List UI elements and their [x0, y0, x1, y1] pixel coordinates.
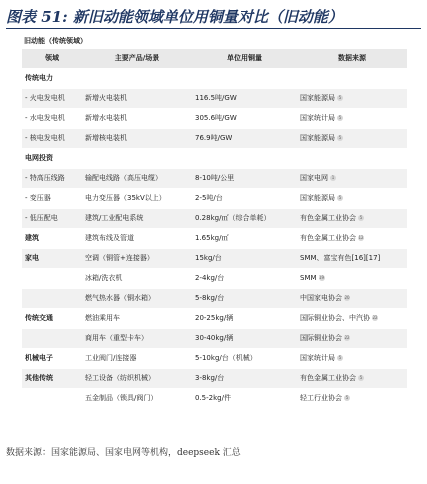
cell-usage: 5-8kg/台	[192, 289, 297, 309]
cell-product	[82, 69, 192, 89]
cell-usage: 1.65kg/㎡	[192, 229, 297, 249]
cell-usage	[192, 69, 297, 89]
cell-product: 商用车（重型卡车）	[82, 329, 192, 349]
table-row	[22, 69, 407, 89]
reference-badge: 5	[338, 95, 342, 100]
cell-usage: 15kg/台	[192, 249, 297, 269]
cell-usage: 2-4kg/台	[192, 269, 297, 289]
reference-badge: 19	[318, 275, 325, 280]
source-text: 轻工行业协会	[300, 394, 342, 402]
cell-usage	[192, 149, 297, 169]
column-header-source: 数据来源	[297, 49, 407, 69]
cell-product: 新增水电装机	[82, 109, 192, 129]
cell-source	[297, 109, 407, 129]
cell-source	[297, 189, 407, 209]
source-text: 国家能源局	[300, 94, 335, 102]
table-row	[22, 209, 407, 229]
cell-product: 空调（铜管+连接器）	[82, 249, 192, 269]
cell-field: 传统交通	[22, 309, 82, 329]
reference-badge: 5	[338, 355, 342, 360]
cell-field	[22, 329, 82, 349]
table-row	[22, 369, 407, 389]
cell-usage: 3-8kg/台	[192, 369, 297, 389]
cell-field: - 核电发电机	[22, 129, 82, 149]
cell-field: 电网投资	[22, 149, 82, 169]
table-row	[22, 189, 407, 209]
copy-usage-table	[22, 49, 407, 409]
reference-badge: 5	[359, 215, 363, 220]
source-text: SMM、富宝有色[16][17]	[300, 254, 381, 262]
table-row	[22, 229, 407, 249]
reference-badge: 5	[338, 115, 342, 120]
cell-product: 新增核电装机	[82, 129, 192, 149]
cell-usage: 2-5吨/台	[192, 189, 297, 209]
table-row	[22, 349, 407, 369]
cell-field: - 火电发电机	[22, 89, 82, 109]
reference-badge: 5	[338, 195, 342, 200]
cell-source	[297, 289, 407, 309]
figure-title: 图表 51: 新旧动能领域单位用铜量对比（旧动能）	[6, 8, 343, 26]
usage-table-panel	[22, 34, 407, 434]
cell-usage: 5-10kg/台（机械）	[192, 349, 297, 369]
cell-field: 传统电力	[22, 69, 82, 89]
source-text: 中国家电协会	[300, 294, 342, 302]
table-row	[22, 129, 407, 149]
cell-product: 建筑/工业配电系统	[82, 209, 192, 229]
source-text: 国家电网	[300, 174, 328, 182]
cell-product: 新增火电装机	[82, 89, 192, 109]
cell-source	[297, 129, 407, 149]
cell-field: - 变压器	[22, 189, 82, 209]
cell-source	[297, 309, 407, 329]
cell-usage: 76.9吨/GW	[192, 129, 297, 149]
source-text: 有色金属工业协会	[300, 214, 356, 222]
title-underline	[6, 28, 421, 29]
source-text: 国际铜业协会、中汽协	[300, 314, 370, 322]
cell-field: 家电	[22, 249, 82, 269]
source-text: SMM	[300, 274, 317, 282]
cell-usage: 30-40kg/辆	[192, 329, 297, 349]
cell-usage: 0.28kg/㎡（综合单耗）	[192, 209, 297, 229]
cell-product	[82, 149, 192, 169]
source-text: 有色金属工业协会	[300, 374, 356, 382]
data-source-note: 数据来源：国家能源局、国家电网等机构，deepseek 汇总	[6, 448, 241, 458]
cell-source	[297, 269, 407, 289]
table-row	[22, 109, 407, 129]
cell-source	[297, 169, 407, 189]
reference-badge: 5	[338, 135, 342, 140]
cell-source	[297, 229, 407, 249]
table-row	[22, 169, 407, 189]
cell-field	[22, 389, 82, 409]
cell-product: 电力变压器（35kV以上）	[82, 189, 192, 209]
cell-field: 机械电子	[22, 349, 82, 369]
cell-product: 冰箱/洗衣机	[82, 269, 192, 289]
table-row	[22, 289, 407, 309]
table-row	[22, 149, 407, 169]
source-text: 国家统计局	[300, 114, 335, 122]
cell-source	[297, 389, 407, 409]
cell-product: 工业阀门/连接器	[82, 349, 192, 369]
source-text: 有色金属工业协会	[300, 234, 356, 242]
column-header-field: 领域	[22, 49, 82, 69]
table-body	[22, 69, 407, 409]
source-text: 国家能源局	[300, 194, 335, 202]
cell-product: 轻工设备（纺织机械）	[82, 369, 192, 389]
cell-product: 燃油乘用车	[82, 309, 192, 329]
cell-product: 五金制品（锁具/阀门）	[82, 389, 192, 409]
cell-product: 输配电线路（高压电缆）	[82, 169, 192, 189]
cell-source	[297, 329, 407, 349]
column-header-usage: 单位用铜量	[192, 49, 297, 69]
cell-source	[297, 349, 407, 369]
source-text: 国际铜业协会	[300, 334, 342, 342]
reference-badge: 1	[331, 175, 335, 180]
cell-usage: 0.5-2kg/件	[192, 389, 297, 409]
cell-field: 建筑	[22, 229, 82, 249]
reference-badge: 5	[345, 395, 349, 400]
cell-field: 其他传统	[22, 369, 82, 389]
table-row	[22, 389, 407, 409]
cell-source	[297, 249, 407, 269]
table-row	[22, 89, 407, 109]
cell-usage: 8-10吨/公里	[192, 169, 297, 189]
table-row	[22, 249, 407, 269]
cell-usage: 305.6吨/GW	[192, 109, 297, 129]
table-row	[22, 329, 407, 349]
cell-source	[297, 69, 407, 89]
reference-badge: 22	[372, 315, 378, 320]
reference-badge: 12	[358, 235, 364, 240]
source-text: 国家统计局	[300, 354, 335, 362]
cell-source	[297, 209, 407, 229]
table-row	[22, 269, 407, 289]
reference-badge: 5	[359, 375, 363, 380]
table-caption: 旧动能（传统领域）	[24, 37, 87, 45]
cell-field	[22, 289, 82, 309]
reference-badge: 20	[344, 295, 350, 300]
column-header-product: 主要产品/场景	[82, 49, 192, 69]
cell-field: - 水电发电机	[22, 109, 82, 129]
cell-source	[297, 369, 407, 389]
cell-field	[22, 269, 82, 289]
cell-usage: 116.5吨/GW	[192, 89, 297, 109]
cell-product: 建筑布线及管道	[82, 229, 192, 249]
reference-badge: 22	[344, 335, 350, 340]
cell-field: - 低压配电	[22, 209, 82, 229]
table-header-row	[22, 49, 407, 69]
table-row	[22, 309, 407, 329]
cell-field: - 特高压线路	[22, 169, 82, 189]
cell-usage: 20-25kg/辆	[192, 309, 297, 329]
cell-source	[297, 89, 407, 109]
cell-product: 燃气热水器（铜水箱）	[82, 289, 192, 309]
cell-source	[297, 149, 407, 169]
source-text: 国家能源局	[300, 134, 335, 142]
